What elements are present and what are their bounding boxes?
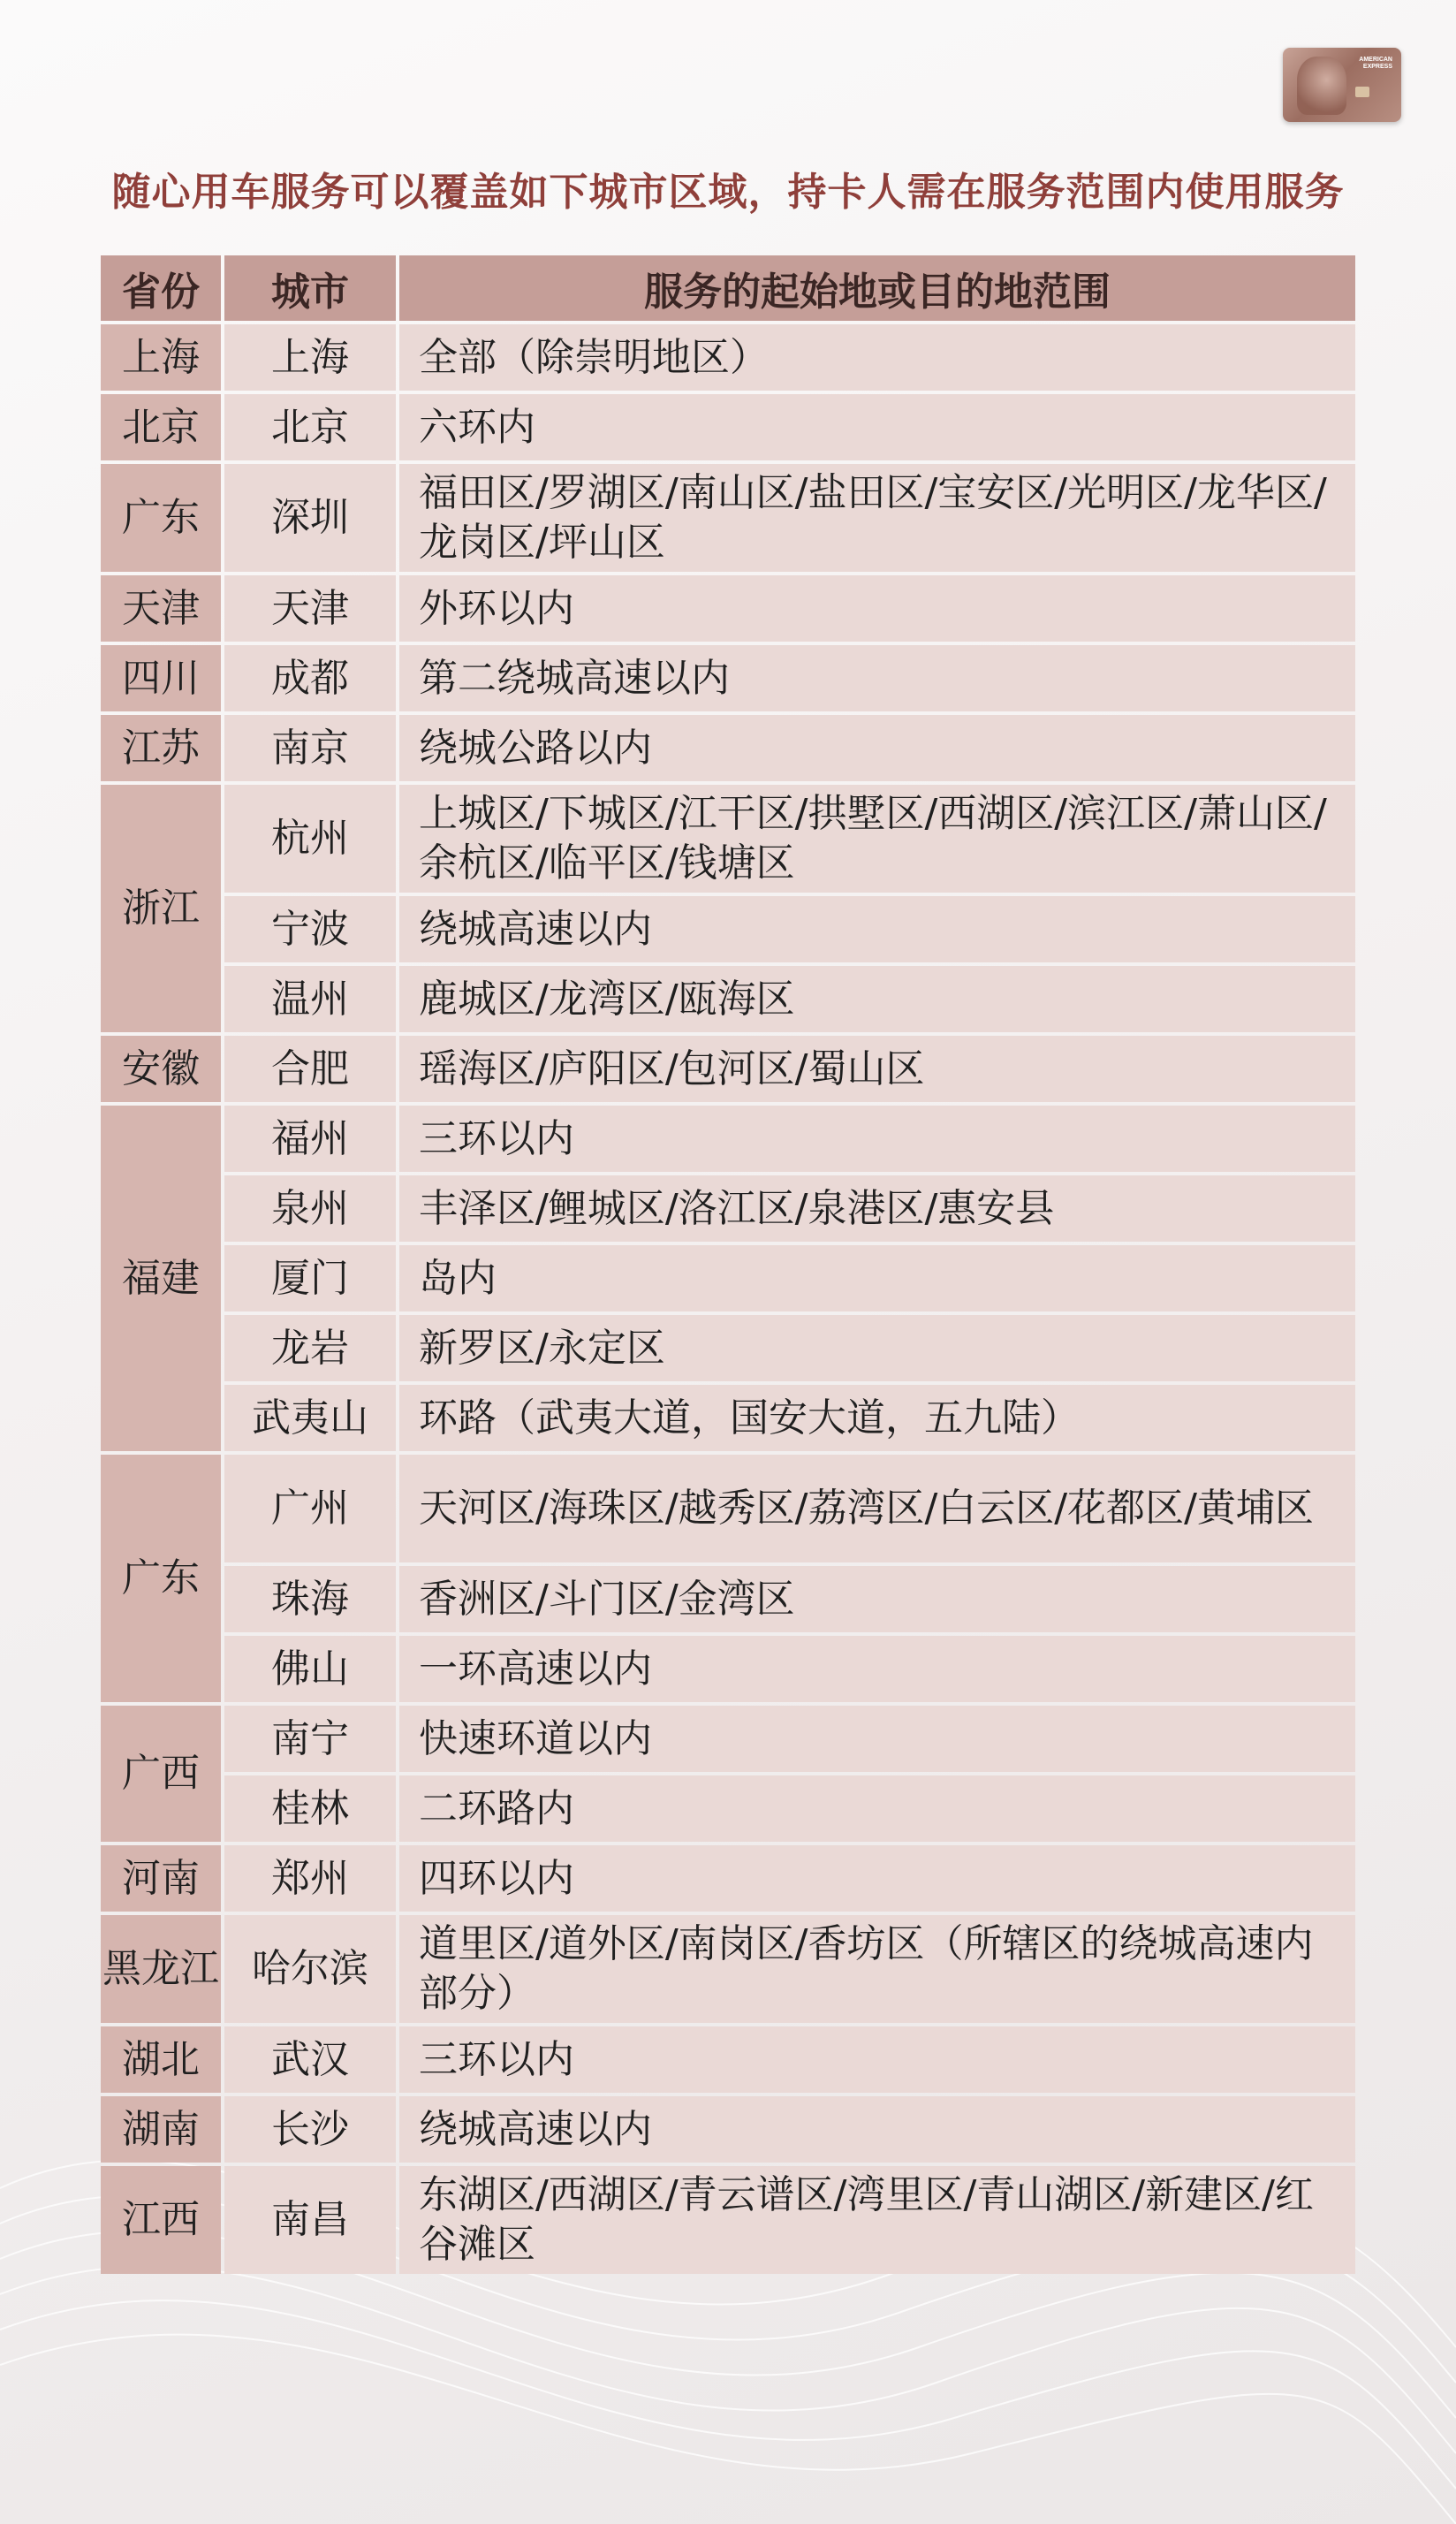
scope-cell: 全部（除崇明地区） [399, 324, 1355, 391]
table-header-row [101, 255, 1355, 321]
scope-cell: 六环内 [399, 394, 1355, 460]
city-cell: 哈尔滨 [224, 1915, 396, 2023]
province-cell: 福建 [101, 1106, 221, 1451]
table-row [101, 1455, 1355, 1562]
province-cell: 安徽 [101, 1036, 221, 1102]
province-cell: 黑龙江 [101, 1915, 221, 2023]
card-chip [1355, 87, 1369, 97]
scope-cell: 新罗区/永定区 [399, 1315, 1355, 1381]
table-row [101, 394, 1355, 460]
table-row [101, 1566, 1355, 1632]
table-row [101, 1106, 1355, 1172]
table-row [101, 464, 1355, 572]
city-cell: 长沙 [224, 2096, 396, 2163]
city-cell: 桂林 [224, 1775, 396, 1842]
scope-cell: 绕城高速以内 [399, 2096, 1355, 2163]
city-cell: 泉州 [224, 1175, 396, 1242]
province-cell: 广西 [101, 1706, 221, 1842]
province-cell: 湖北 [101, 2026, 221, 2093]
scope-cell: 环路（武夷大道，国安大道，五九陆） [399, 1385, 1355, 1451]
province-cell: 上海 [101, 324, 221, 391]
table-row [101, 1775, 1355, 1842]
city-cell: 佛山 [224, 1636, 396, 1702]
table-row [101, 324, 1355, 391]
scope-cell: 丰泽区/鲤城区/洛江区/泉港区/惠安县 [399, 1175, 1355, 1242]
scope-cell: 福田区/罗湖区/南山区/盐田区/宝安区/光明区/龙华区/龙岗区/坪山区 [399, 464, 1355, 572]
table-row [101, 1845, 1355, 1912]
city-cell: 南宁 [224, 1706, 396, 1772]
city-cell: 龙岩 [224, 1315, 396, 1381]
city-cell: 南昌 [224, 2166, 396, 2274]
province-cell: 浙江 [101, 785, 221, 1032]
scope-cell: 上城区/下城区/江干区/拱墅区/西湖区/滨江区/萧山区/余杭区/临平区/钱塘区 [399, 785, 1355, 893]
scope-cell: 绕城公路以内 [399, 715, 1355, 781]
city-cell: 成都 [224, 645, 396, 711]
city-cell: 珠海 [224, 1566, 396, 1632]
scope-cell: 二环路内 [399, 1775, 1355, 1842]
city-cell: 上海 [224, 324, 396, 391]
table-row [101, 715, 1355, 781]
scope-cell: 三环以内 [399, 1106, 1355, 1172]
city-cell: 深圳 [224, 464, 396, 572]
card-portrait-graphic [1297, 57, 1346, 115]
table-row [101, 1915, 1355, 2023]
table-row [101, 896, 1355, 962]
scope-cell: 天河区/海珠区/越秀区/荔湾区/白云区/花都区/黄埔区 [399, 1455, 1355, 1562]
scope-cell: 道里区/道外区/南岗区/香坊区（所辖区的绕城高速内部分） [399, 1915, 1355, 2023]
scope-cell: 岛内 [399, 1245, 1355, 1311]
table-row [101, 2166, 1355, 2274]
table-row [101, 575, 1355, 642]
city-cell: 杭州 [224, 785, 396, 893]
province-cell: 天津 [101, 575, 221, 642]
table-row [101, 1636, 1355, 1702]
city-cell: 福州 [224, 1106, 396, 1172]
table-row [101, 785, 1355, 893]
table-row [101, 1175, 1355, 1242]
city-cell: 武夷山 [224, 1385, 396, 1451]
city-cell: 南京 [224, 715, 396, 781]
table-row [101, 966, 1355, 1032]
scope-cell: 三环以内 [399, 2026, 1355, 2093]
scope-cell: 快速环道以内 [399, 1706, 1355, 1772]
province-cell: 广东 [101, 464, 221, 572]
province-cell: 广东 [101, 1455, 221, 1702]
header-province: 省份 [101, 255, 221, 321]
table-row [101, 1315, 1355, 1381]
scope-cell: 瑶海区/庐阳区/包河区/蜀山区 [399, 1036, 1355, 1102]
scope-cell: 第二绕城高速以内 [399, 645, 1355, 711]
table-row [101, 1245, 1355, 1311]
scope-cell: 四环以内 [399, 1845, 1355, 1912]
province-cell: 江西 [101, 2166, 221, 2274]
table-row [101, 2026, 1355, 2093]
city-cell: 宁波 [224, 896, 396, 962]
scope-cell: 绕城高速以内 [399, 896, 1355, 962]
header-scope: 服务的起始地或目的地范围 [399, 255, 1355, 321]
scope-cell: 鹿城区/龙湾区/瓯海区 [399, 966, 1355, 1032]
table-row [101, 1036, 1355, 1102]
province-cell: 河南 [101, 1845, 221, 1912]
service-coverage-table [97, 252, 1359, 2277]
city-cell: 厦门 [224, 1245, 396, 1311]
table-row [101, 2096, 1355, 2163]
table-row [101, 1385, 1355, 1451]
scope-cell: 东湖区/西湖区/青云谱区/湾里区/青山湖区/新建区/红谷滩区 [399, 2166, 1355, 2274]
scope-cell: 香洲区/斗门区/金湾区 [399, 1566, 1355, 1632]
province-cell: 北京 [101, 394, 221, 460]
scope-cell: 外环以内 [399, 575, 1355, 642]
province-cell: 江苏 [101, 715, 221, 781]
city-cell: 温州 [224, 966, 396, 1032]
scope-cell: 一环高速以内 [399, 1636, 1355, 1702]
table-row [101, 645, 1355, 711]
city-cell: 北京 [224, 394, 396, 460]
page-title: 随心用车服务可以覆盖如下城市区域，持卡人需在服务范围内使用服务 [111, 170, 1345, 215]
city-cell: 合肥 [224, 1036, 396, 1102]
credit-card-image [1283, 48, 1401, 122]
city-cell: 广州 [224, 1455, 396, 1562]
province-cell: 湖南 [101, 2096, 221, 2163]
city-cell: 天津 [224, 575, 396, 642]
card-logo: AMERICAN EXPRESS [1359, 57, 1392, 70]
header-city: 城市 [224, 255, 396, 321]
city-cell: 郑州 [224, 1845, 396, 1912]
city-cell: 武汉 [224, 2026, 396, 2093]
province-cell: 四川 [101, 645, 221, 711]
table-row [101, 1706, 1355, 1772]
